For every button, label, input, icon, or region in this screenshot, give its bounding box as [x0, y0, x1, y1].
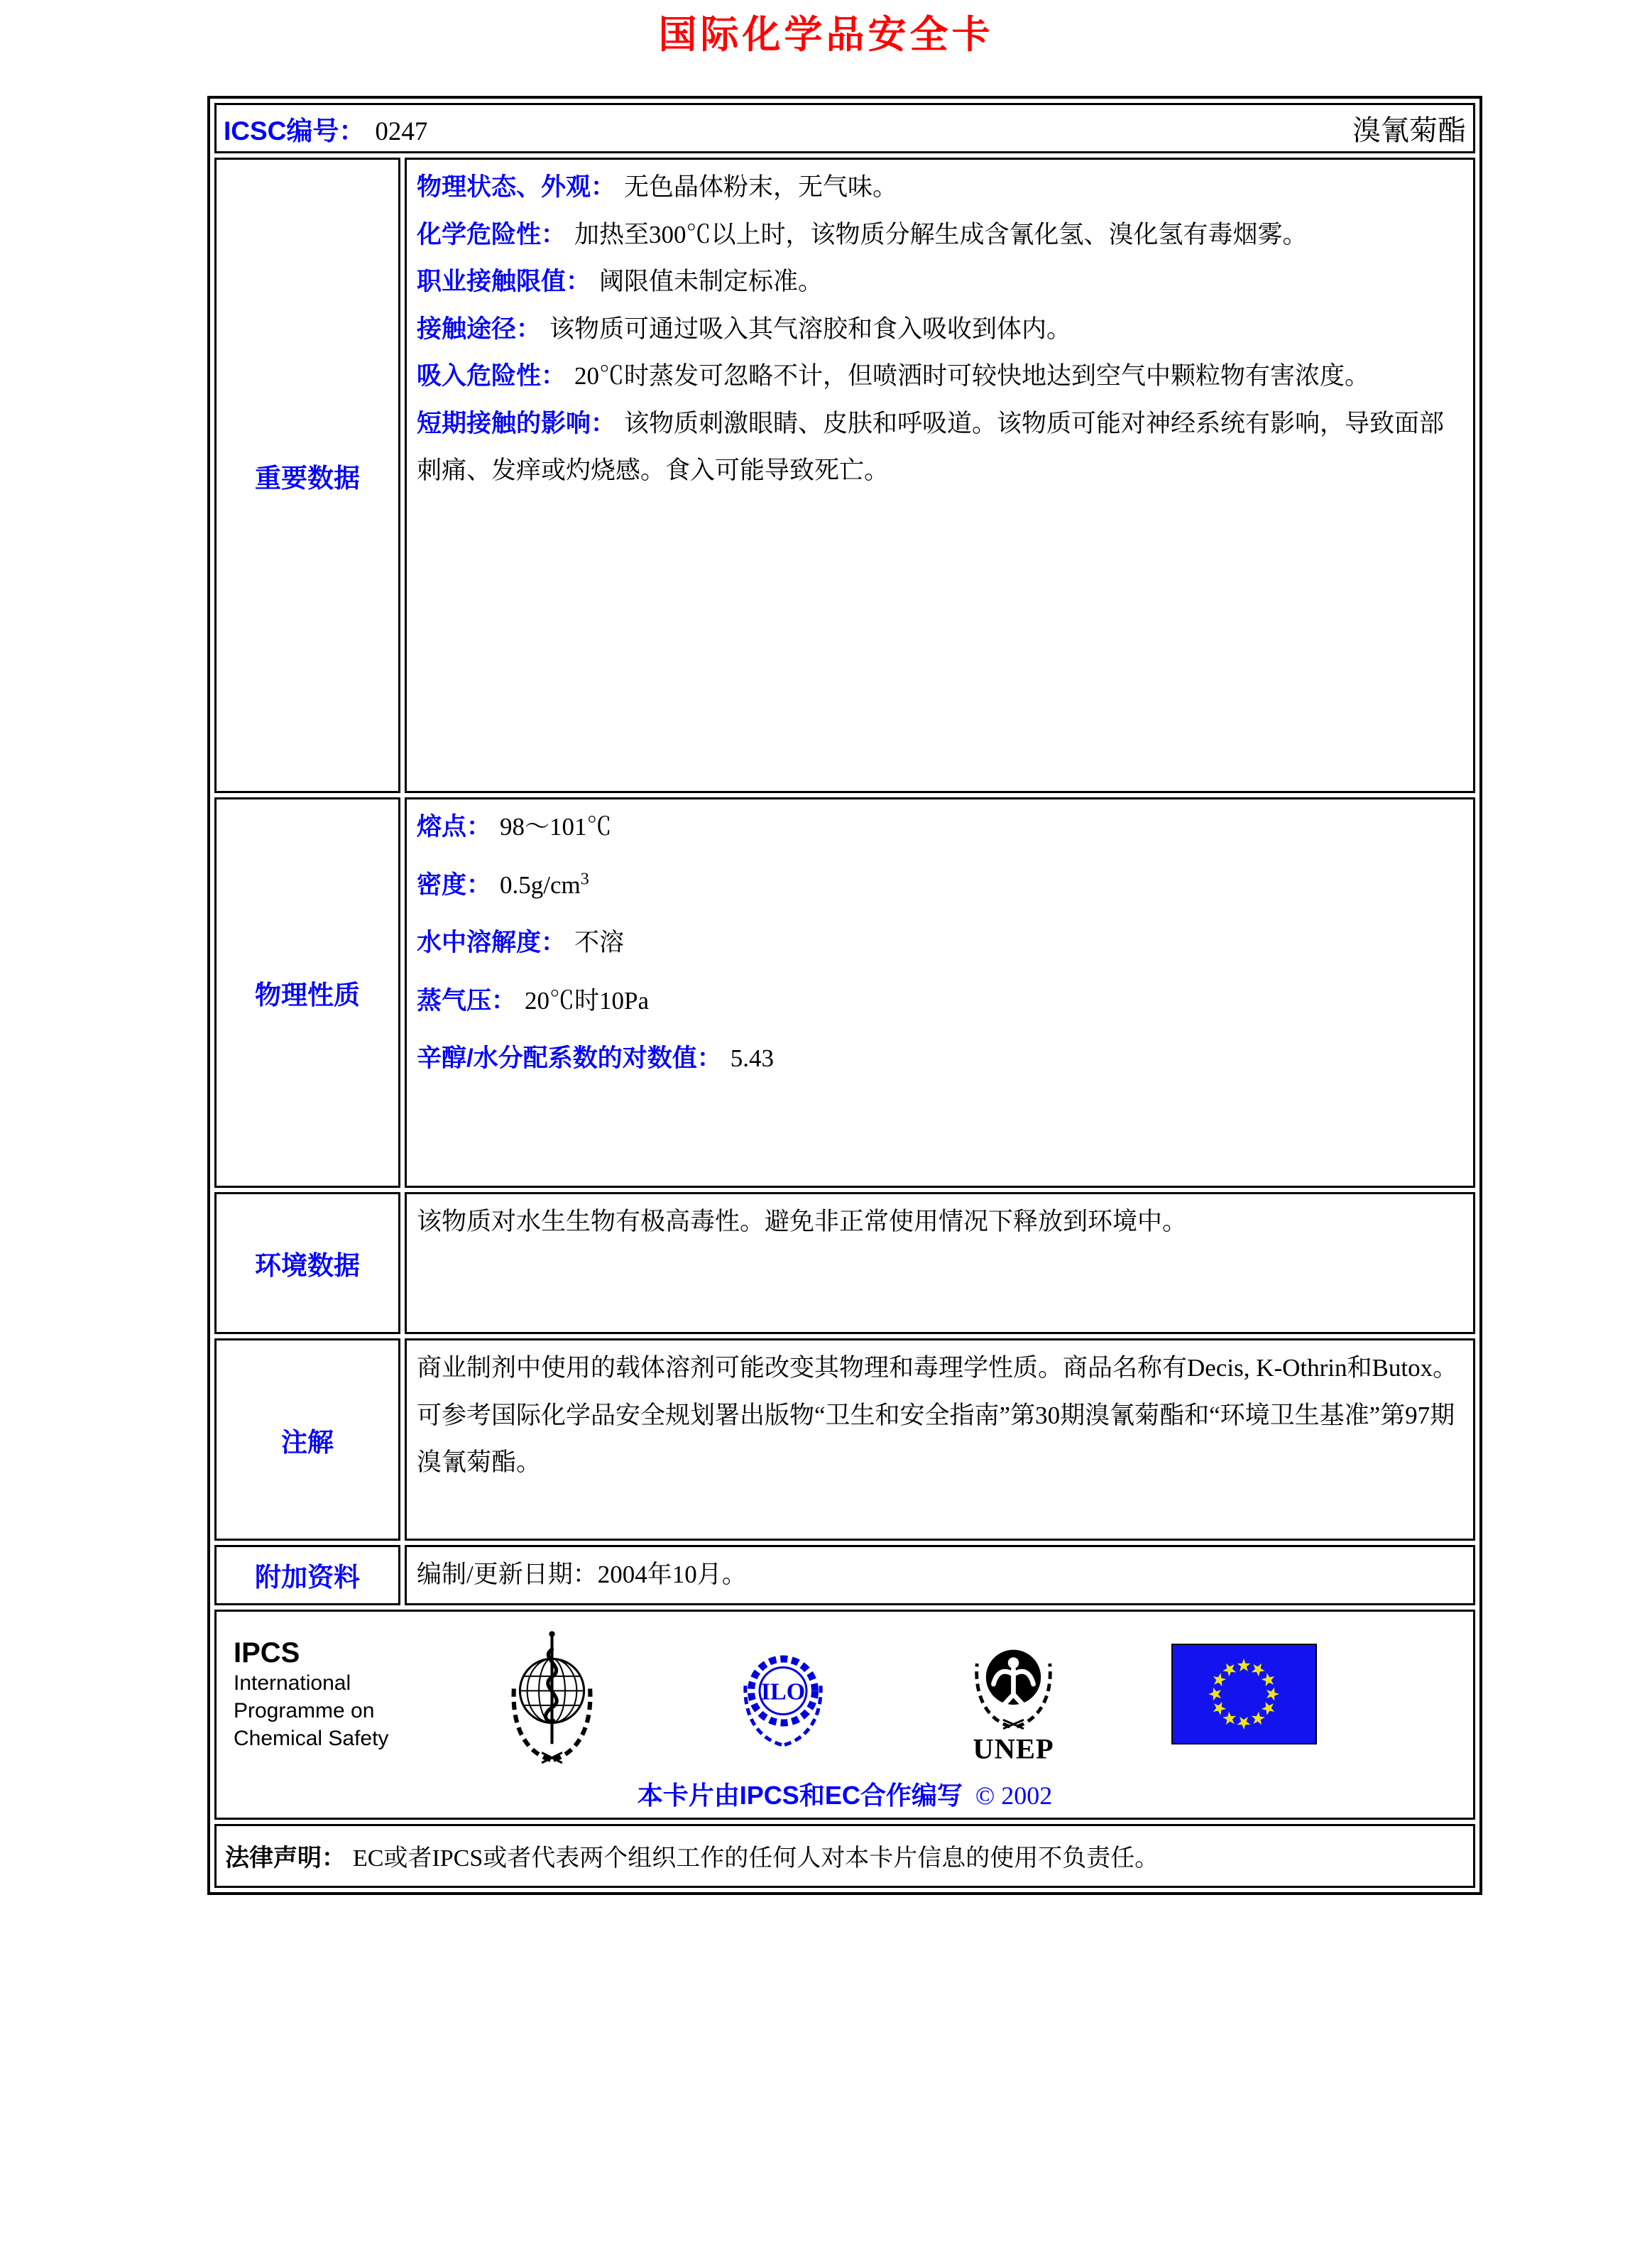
physical-properties-row [214, 797, 1475, 1188]
field-short-term-effects: 短期接触的影响： 该物质刺激眼睛、皮肤和呼吸道。该物质可能对神经系统有影响，导致面部刺痛、发痒或灼烧感。食入可能导致死亡。 [417, 409, 1445, 484]
additional-info-row [214, 1545, 1475, 1605]
notes-content [405, 1338, 1475, 1541]
field-vapor-pressure: 蒸气压： 20℃时10Pa [417, 986, 650, 1015]
field-occupational-limit: 职业接触限值： 阈限值未制定标准。 [417, 268, 824, 295]
notes-row [214, 1338, 1475, 1541]
chemical-name: 溴氰菊酯 [1352, 114, 1466, 146]
ilo-caption: ILO [760, 1678, 805, 1705]
header-row [214, 103, 1475, 153]
density-superscript: 3 [580, 869, 589, 888]
notes-text: 商业制剂中使用的载体溶剂可能改变其物理和毒理学性质。商品名称有Decis, K-Othrin和Butox。可参考国际化学品安全规划署出版物“卫生和安全指南”第30期溴氰菊酯和“环境卫生基准”第97期溴氰菊酯。 [417, 1354, 1458, 1476]
environmental-data-text: 该物质对水生生物有极高毒性。避免非正常使用情况下释放到环境中。 [417, 1208, 1188, 1235]
unep-caption: UNEP [973, 1732, 1054, 1765]
legal-text: EC或者IPCS或者代表两个组织工作的任何人对本卡片信息的使用不负责任。 [353, 1845, 1159, 1872]
cooperation-text: 本卡片由IPCS和EC合作编写 [637, 1780, 963, 1810]
ipcs-acronym: IPCS [234, 1637, 300, 1669]
header-cell [214, 103, 1475, 153]
physical-properties-row-label: 物理性质 [214, 797, 400, 1188]
legal-label: 法律声明： [225, 1845, 346, 1872]
unep-logo-slot [898, 1623, 1129, 1765]
eu-flag-icon [1171, 1644, 1317, 1744]
physical-properties-content [405, 797, 1475, 1188]
icsc-card-table [207, 96, 1482, 1895]
field-update-date: 编制/更新日期：2004年10月。 [417, 1561, 747, 1588]
legal-row [214, 1824, 1475, 1888]
environmental-data-content [405, 1192, 1475, 1334]
icsc-number-value: 0247 [375, 116, 428, 146]
icsc-number-label: ICSC编号： [224, 116, 366, 146]
important-data-row-label: 重要数据 [214, 158, 400, 793]
logos-row [214, 1610, 1475, 1820]
ipcs-text-block: IPCS International Programme on Chemical Safety [224, 1637, 437, 1752]
field-inhalation-risk: 吸入危险性： 20℃时蒸发可忽略不计，但喷洒时可较快地达到空气中颗粒物有害浓度。 [417, 362, 1370, 390]
logos-cell [214, 1610, 1475, 1820]
ilo-logo-slot [667, 1639, 898, 1749]
environmental-data-row-label: 环境数据 [214, 1192, 400, 1334]
important-data-content [405, 158, 1475, 793]
field-octanol-water-coefficient: 辛醇/水分配系数的对数值： 5.43 [417, 1044, 774, 1072]
field-density: 密度： $0.5g/cm^3$ [417, 869, 589, 899]
field-water-solubility: 水中溶解度： 不溶 [417, 929, 625, 956]
icsc-number-group [224, 109, 427, 148]
page-title: 国际化学品安全卡 [658, 13, 994, 56]
ilo-logo-icon [730, 1639, 836, 1749]
field-exposure-routes: 接触途径： 该物质可通过吸入其气溶胶和食入吸收到体内。 [417, 315, 1072, 343]
copyright-text: © 2002 [975, 1781, 1053, 1810]
environmental-data-row [214, 1192, 1475, 1334]
additional-info-content [405, 1545, 1475, 1605]
who-logo-slot [437, 1622, 667, 1767]
field-chemical-danger: 化学危险性： 加热至300℃以上时，该物质分解生成含氰化氢、溴化氢有毒烟雾。 [417, 220, 1308, 249]
who-logo-icon [508, 1622, 596, 1767]
legal-cell [214, 1824, 1475, 1888]
important-data-row [214, 158, 1475, 793]
cooperation-caption [224, 1776, 1466, 1812]
notes-row-label: 注解 [214, 1338, 400, 1541]
field-melting-point: 熔点： 98～101℃ [417, 813, 612, 841]
additional-info-row-label: 附加资料 [214, 1545, 400, 1605]
field-physical-state: 物理状态、外观： 无色晶体粉末，无气味。 [417, 173, 898, 201]
eu-flag-slot [1129, 1644, 1360, 1744]
unep-logo-icon [962, 1623, 1065, 1765]
